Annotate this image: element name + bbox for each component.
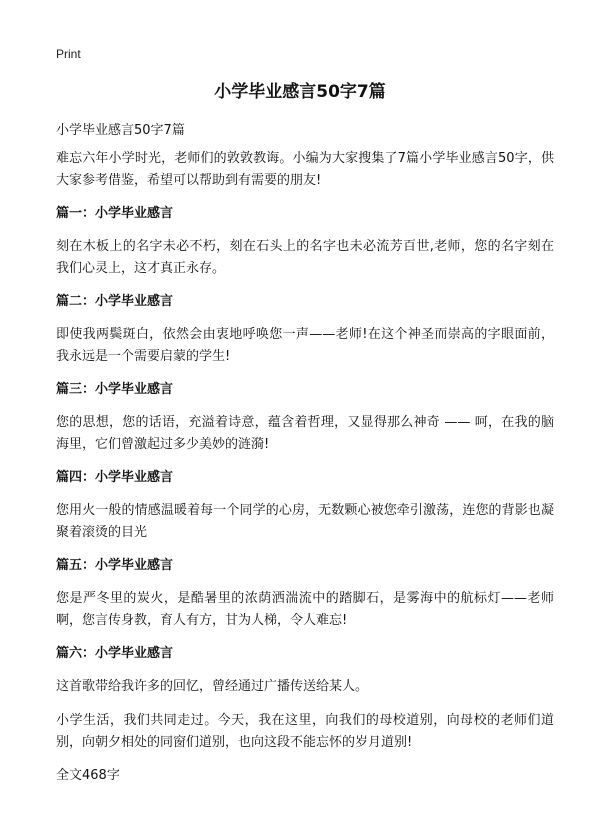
section-heading-5: 篇五：小学毕业感言 bbox=[56, 558, 174, 573]
document-subtitle: 小学毕业感言50字7篇 bbox=[56, 123, 185, 138]
section-heading-2: 篇二：小学毕业感言 bbox=[56, 294, 174, 309]
section-1-paragraph: 刻在木板上的名字未必不朽，刻在石头上的名字也未必流芳百世,老师，您的名字刻在我们心灵上，这才真正永存。 bbox=[56, 239, 554, 276]
section-3-paragraph: 您的思想，您的话语，充溢着诗意，蕴含着哲理，又显得那么神奇 —— 呵，在我的脑海里，它们曾激起过多少美妙的涟漪! bbox=[56, 415, 554, 452]
print-link[interactable]: Print bbox=[56, 47, 81, 61]
section-heading-6: 篇六：小学毕业感言 bbox=[56, 646, 174, 661]
document-body bbox=[56, 148, 554, 786]
section-2-paragraph: 即使我两鬓斑白，依然会由衷地呼唤您一声——老师!在这个神圣而崇高的字眼面前，我永远是一个需要启蒙的学生! bbox=[56, 327, 554, 364]
section-5-paragraph: 您是严冬里的炭火，是酷暑里的浓荫洒湍流中的踏脚石，是雾海中的航标灯——老师啊，您言传身教，育人有方，甘为人梯，令人难忘! bbox=[56, 591, 554, 628]
section-heading-4: 篇四：小学毕业感言 bbox=[56, 470, 174, 485]
section-6-paragraph-2: 小学生活，我们共同走过。今天，我在这里，向我们的母校道别，向母校的老师们道别，向朝夕相处的同窗们道别，也向这段不能忘怀的岁月道别! bbox=[56, 713, 554, 750]
section-heading-1: 篇一：小学毕业感言 bbox=[56, 206, 174, 221]
section-4-paragraph: 您用火一般的情感温暖着每一个同学的心房，无数颗心被您牵引激荡，连您的背影也凝聚着滚烫的目光 bbox=[56, 503, 554, 540]
section-heading-3: 篇三：小学毕业感言 bbox=[56, 382, 174, 397]
word-count: 全文468字 bbox=[56, 768, 120, 783]
document-title: 小学毕业感言50字7篇 bbox=[214, 82, 386, 102]
intro-paragraph: 难忘六年小学时光，老师们的敦敦教诲。小编为大家搜集了7篇小学毕业感言50字，供大家参考借鉴，希望可以帮助到有需要的朋友! bbox=[56, 151, 554, 188]
section-6-paragraph-1: 这首歌带给我许多的回忆，曾经通过广播传送给某人。 bbox=[56, 679, 369, 694]
